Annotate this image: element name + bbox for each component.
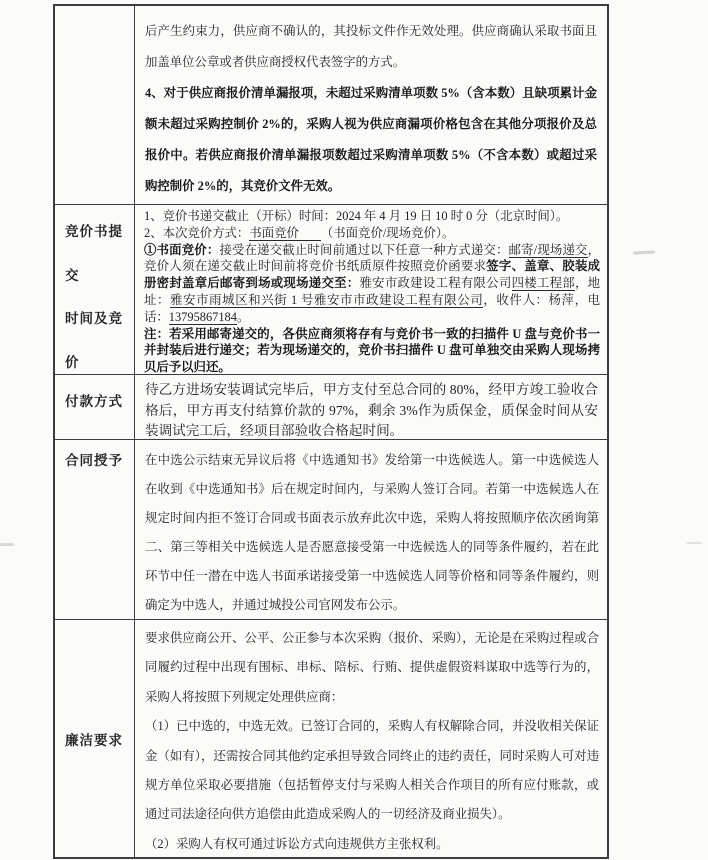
row-content-payment xyxy=(135,375,607,439)
phone-number: 13795867184 xyxy=(168,309,237,324)
clause-text: （1）已中选的，中选无效。已签订合同的，采购人有权解除合同，并没收相关保证金（如有），还需按合同其他约定承担导致合同终止的违约责任，同时采购人可对违规方单位采取必要措施（包括暂停支付与采购人相关合作项目的所有应付账款，或通过司法途径向供方追偿由此造成采购人的一切经济及商业损失）。 xyxy=(145,719,599,822)
clause-text: ，地址： xyxy=(144,276,601,307)
paragraph-integrity-intro xyxy=(145,624,599,712)
clause-text: 注：若采用邮寄递交的，各供应商须将存有与竞价书一致的扫描件 U 盘与竞价书一并封装后进行递交；若为现场递交的，竞价书扫描件 U 盘可单独交由采购人现场拷贝后予以归还。 xyxy=(144,326,600,374)
row-header-payment xyxy=(55,375,135,439)
clause-text: ，竞价人须在递交截止时间前将竞价书纸质原件按照竞价函要求 xyxy=(144,242,601,274)
clause-text: ①书面竞价： xyxy=(144,242,220,257)
clause-text: 后产生约束力，供应商不确认的，其投标文件作无效处理。供应商确认采取书面且加盖单位公章或者供应商授权代表签字的方式。 xyxy=(145,24,597,69)
header-text: 合同授予 xyxy=(65,453,123,468)
clause-text: 2、本次竞价方式： xyxy=(144,225,250,240)
company-name: 雅安市政建设工程有限公司 xyxy=(359,276,512,291)
header-line: 竞价书提交 xyxy=(65,224,123,283)
paragraph-missing-items-rule xyxy=(145,78,597,202)
row-header-bid-submission xyxy=(55,205,135,374)
department: 四楼工程部 xyxy=(511,276,575,291)
delivery-options: 邮寄/现场递交 xyxy=(508,242,588,257)
row-content-integrity xyxy=(135,620,607,857)
table-row-payment xyxy=(55,374,607,439)
clause-text: （书面竞价/现场竞价）。 xyxy=(320,225,455,240)
scan-artifact xyxy=(633,250,655,254)
address: 雅安市雨城区和兴街 1 号雅安市市政建设工程有限公司 xyxy=(170,292,484,307)
paragraph-delivery-details xyxy=(144,242,600,326)
clause-text: （2）采购人有权可通过诉讼方式向违规供方主张权利。 xyxy=(145,836,449,851)
paragraph-award-process xyxy=(145,446,599,619)
clause-text: 签字、盖章、胶装成册密封盖章后邮寄到场或现场递交至： xyxy=(144,259,601,291)
row-header-contract-award xyxy=(55,440,135,619)
header-line: 时间及竞价 xyxy=(65,311,123,370)
clause-text: 。 xyxy=(236,309,250,324)
paragraph-payment-terms xyxy=(145,380,598,439)
paragraph-method xyxy=(144,225,600,242)
table-row-bid-submission xyxy=(55,204,607,374)
row-content-contract-award xyxy=(135,440,607,619)
table-row-integrity xyxy=(55,619,607,857)
row-content-continuation xyxy=(135,6,607,204)
scan-artifact xyxy=(0,543,14,546)
row-content-bid-submission xyxy=(135,205,607,374)
method-fill-in: 书面竞价 xyxy=(249,226,321,241)
clause-text: 4、对于供应商报价清单漏报项，未超过采购清单项数 5%（含本数）且缺项累计金额未超过采购控制价 2%的，采购人视为供应商漏项价格包含在其他分项报价及总报价中。若供应商报价清单漏报项数超过采购清单项数 5%（不含本数）或超过采购控制价 2%的，其竞价文件无效。 xyxy=(145,86,597,193)
clause-text: 待乙方进场安装调试完毕后，甲方支付至总合同的 80%，经甲方竣工验收合格后，甲方再支付结算价款的 97%，剩余 3%作为质保金，质保金时间从安装调试完工后，经项目部验收合格起时间。 xyxy=(145,382,598,438)
clause-text: 要求供应商公开、公平、公正参与本次采购（报价、采购），无论是在采购过程或合同履约过程中出现有围标、串标、陪标、行贿、提供虚假资料谋取中选等行为的，采购人将按照下列规定处理供应商： xyxy=(145,631,599,704)
paragraph-integrity-item2 xyxy=(145,830,599,857)
table-row-continuation xyxy=(55,6,607,204)
clause-text: 1、竞价书递交截止（开标）时间：2024 年 4 月 19 日 10 时 0 分（北京时间）。 xyxy=(144,209,569,223)
paragraph-integrity-item1 xyxy=(145,712,599,830)
row-header-integrity xyxy=(55,620,135,857)
scan-artifact xyxy=(686,542,702,544)
table-row-contract-award xyxy=(55,439,607,619)
header-text: 廉洁要求 xyxy=(65,732,123,748)
paragraph-confirmation xyxy=(145,16,597,78)
paragraph-note xyxy=(144,326,600,374)
header-text: 付款方式 xyxy=(65,394,123,409)
paragraph-deadline xyxy=(144,208,600,225)
clause-text: ，收件人：杨萍，电话： xyxy=(144,292,601,324)
clause-text: 接受在递交截止时间前通过以下任意一种方式递交： xyxy=(219,242,509,257)
terms-table xyxy=(53,4,609,859)
clause-text: 在中选公示结束无异议后将《中选通知书》发给第一中选候选人。第一中选候选人在收到《中选通知书》后在规定时间内，与采购人签订合同。若第一中选候选人在规定时间内拒不签订合同或书面表示放弃此次中选，采购人将按照顺序依次函询第二、第三等相关中选候选人是否愿意接受第一中选候选人的同等条件履约，若在此环节中任一潜在中选人书面承诺接受第一中选候选人同等价格和同等条件履约，则确定为中选人，并通过城投公司官网发布公示。 xyxy=(145,453,599,612)
row-header-empty xyxy=(55,6,135,204)
